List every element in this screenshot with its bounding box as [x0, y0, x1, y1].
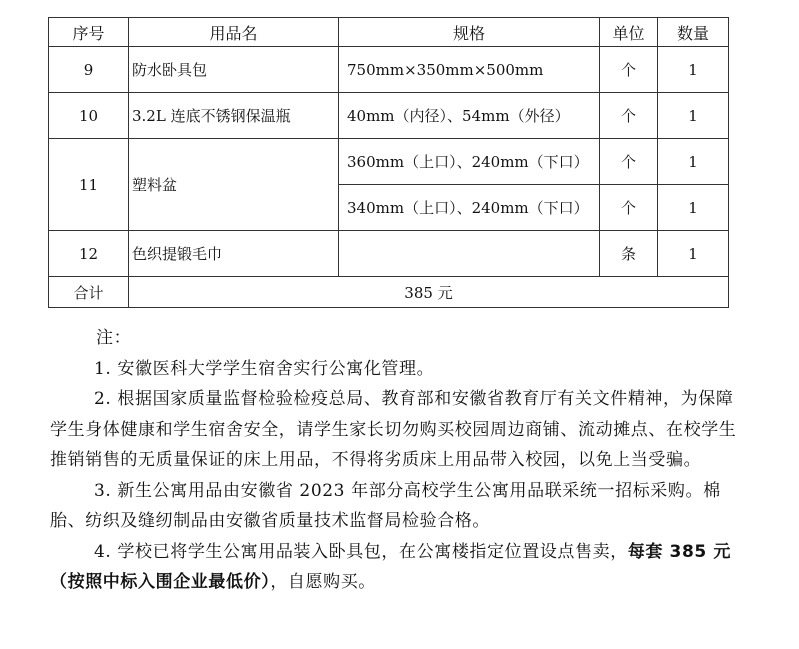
note-item-4-lead: 4. 学校已将学生公寓用品装入卧具包，在公寓楼指定位置设点售卖， — [94, 541, 628, 562]
row-spec: 360mm（上口）、240mm（下口） — [339, 139, 600, 185]
header-qty: 数量 — [658, 18, 729, 47]
row-unit: 个 — [600, 47, 658, 93]
note-item-3: 3. 新生公寓用品由安徽省 2023 年部分高校学生公寓用品联采统一招标采购。棉胎、纺织及缝纫制品由安徽省质量技术监督局检验合格。 — [50, 480, 721, 531]
table-row — [49, 139, 729, 185]
row-qty: 1 — [658, 93, 729, 139]
row-spec: 40mm（内径）、54mm（外径） — [339, 93, 600, 139]
row-name: 防水卧具包 — [129, 47, 339, 93]
note-item-4 — [50, 537, 740, 598]
row-unit-2: 个 — [600, 185, 658, 231]
header-no: 序号 — [49, 18, 129, 47]
header-spec: 规格 — [339, 18, 600, 47]
table-row — [49, 231, 729, 277]
total-label: 合计 — [49, 277, 129, 308]
note-item-1: 1. 安徽医科大学学生宿舍实行公寓化管理。 — [94, 358, 435, 379]
row-no: 11 — [49, 139, 129, 231]
note-item-4-price: 每套 385 元（按照中标入围企业最低价） — [50, 541, 731, 592]
row-qty-2: 1 — [658, 185, 729, 231]
note-item-4-tail: ，自愿购买。 — [270, 572, 376, 592]
row-unit: 个 — [600, 139, 658, 185]
table-row — [49, 47, 729, 93]
row-unit: 条 — [600, 231, 658, 277]
row-name: 3.2L 连底不锈钢保温瓶 — [129, 93, 339, 139]
notes-section — [50, 323, 740, 598]
header-unit: 单位 — [600, 18, 658, 47]
row-name: 塑料盆 — [129, 139, 339, 231]
row-no: 12 — [49, 231, 129, 277]
row-no: 9 — [49, 47, 129, 93]
total-value: 385 元 — [129, 277, 729, 308]
row-qty: 1 — [658, 47, 729, 93]
row-no: 10 — [49, 93, 129, 139]
row-unit: 个 — [600, 93, 658, 139]
row-spec — [339, 231, 600, 277]
note-item-2: 2. 根据国家质量监督检验检疫总局、教育部和安徽省教育厅有关文件精神，为保障学生身体健康和学生宿舍安全，请学生家长切勿购买校园周边商铺、流动摊点、在校学生推销销售的无质量保证的床上用品，不得将劣质床上用品带入校园，以免上当受骗。 — [50, 389, 737, 470]
row-name: 色织提锻毛巾 — [129, 231, 339, 277]
row-spec-2: 340mm（上口）、240mm（下口） — [339, 185, 600, 231]
header-name: 用品名 — [129, 18, 339, 47]
row-qty: 1 — [658, 231, 729, 277]
notes-title: 注： — [96, 328, 132, 348]
row-qty: 1 — [658, 139, 729, 185]
table-header-row — [49, 18, 729, 47]
row-spec: 750mm×350mm×500mm — [339, 47, 600, 93]
items-table — [48, 17, 729, 308]
total-row — [49, 277, 729, 308]
table-row — [49, 93, 729, 139]
